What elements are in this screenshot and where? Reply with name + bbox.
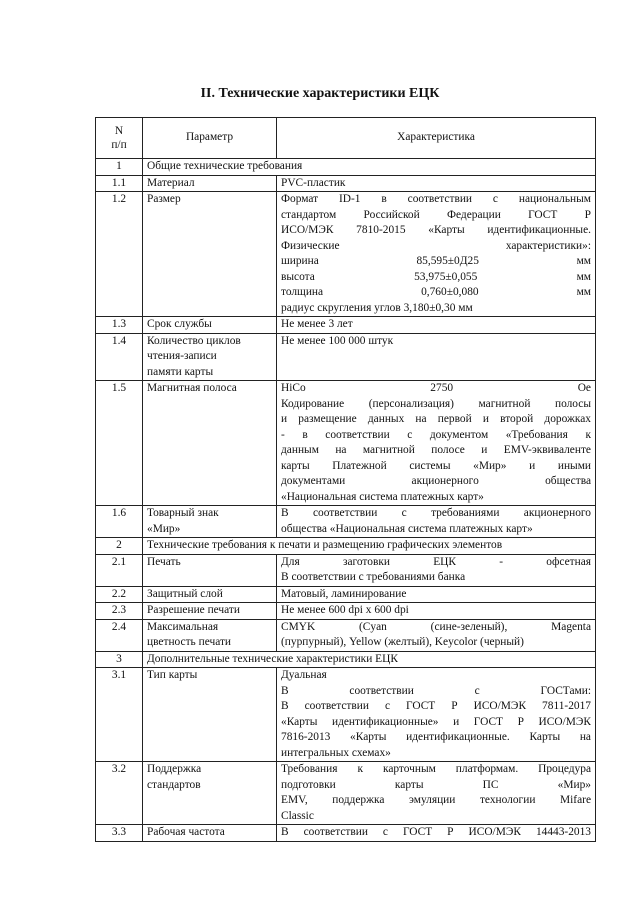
- table-body: [96, 159, 596, 842]
- table-row: [96, 175, 596, 192]
- table-header-row: [96, 118, 596, 159]
- row-number: 1.3: [96, 317, 143, 334]
- characteristic-line: ширина 85,595±0Д25 мм: [281, 255, 591, 267]
- parameter-line: Поддержка: [147, 763, 202, 775]
- parameter-cell: [143, 668, 277, 762]
- table-row: [96, 825, 596, 842]
- parameter-line: Товарный знак: [147, 507, 219, 519]
- characteristic-line: данным на магнитной полосе и EMV-эквиваленте: [281, 444, 591, 456]
- characteristic-line: Матовый, ламинирование: [281, 587, 407, 600]
- parameter-cell: [143, 506, 277, 538]
- characteristic-cell: [277, 762, 596, 825]
- characteristic-cell: [277, 317, 596, 334]
- parameter-line: цветность печати: [147, 636, 232, 648]
- row-number: 2.1: [96, 554, 143, 586]
- characteristic-cell: [277, 381, 596, 506]
- characteristic-line: (пурпурный), Yellow (желтый), Keycolor (черный): [281, 636, 524, 648]
- characteristic-line: - в соответствии с документом «Требования к: [281, 428, 591, 441]
- parameter-line: Срок службы: [147, 318, 212, 330]
- table-row: [96, 668, 596, 762]
- section-row: [96, 651, 596, 668]
- characteristic-line: 7816-2013 «Карты идентификационные. Карты на: [281, 731, 591, 743]
- table-row: [96, 554, 596, 586]
- characteristic-line: Формат ID-1 в соответствии с национальным: [281, 193, 591, 205]
- characteristic-line: В соответствии с ГОСТ Р ИСО/МЭК 14443-2013: [281, 826, 591, 838]
- section-title: Технические требования к печати и размещению графических элементов: [143, 538, 596, 555]
- section-title: Общие технические требования: [143, 159, 596, 176]
- row-number: 2.2: [96, 586, 143, 603]
- characteristic-line: Не менее 600 dpi x 600 dpi: [281, 604, 409, 616]
- parameter-cell: [143, 175, 277, 192]
- parameter-line: Тип карты: [147, 669, 198, 681]
- row-number: 2.3: [96, 603, 143, 620]
- parameter-line: Максимальная: [147, 620, 219, 633]
- characteristic-line: CMYK (Cyan (сине-зеленый), Magenta: [281, 620, 591, 633]
- row-number: 3: [96, 651, 143, 668]
- table-row: [96, 762, 596, 825]
- characteristic-line: карты Платежной системы «Мир» и иными: [281, 459, 591, 472]
- characteristic-line: радиус скругления углов 3,180±0,30 мм: [281, 301, 473, 314]
- parameter-line: Рабочая частота: [147, 826, 225, 838]
- parameter-cell: [143, 619, 277, 651]
- characteristic-line: высота 53,975±0,055 мм: [281, 270, 591, 283]
- header-number-line: п/п: [111, 139, 127, 151]
- characteristic-cell: [277, 175, 596, 192]
- characteristic-line: Кодирование (персонализация) магнитной полосы: [281, 397, 591, 410]
- characteristic-cell: [277, 825, 596, 842]
- parameter-line: стандартов: [147, 778, 201, 791]
- characteristic-cell: [277, 603, 596, 620]
- row-number: 1.5: [96, 381, 143, 506]
- parameter-line: Размер: [147, 193, 181, 205]
- table-row: [96, 317, 596, 334]
- section-row: [96, 159, 596, 176]
- characteristic-line: Classic: [281, 809, 314, 822]
- row-number: 1.6: [96, 506, 143, 538]
- parameter-cell: [143, 333, 277, 381]
- characteristic-line: В соответствии с ГОСТами:: [281, 684, 591, 697]
- parameter-cell: [143, 762, 277, 825]
- parameter-line: памяти карты: [147, 365, 214, 378]
- header-parameter: Параметр: [143, 118, 277, 159]
- row-number: 1: [96, 159, 143, 176]
- characteristic-line: ИСО/МЭК 7810-2015 «Карты идентификационные.: [281, 224, 591, 236]
- characteristic-line: В соответствии с ГОСТ Р ИСО/МЭК 7811-2017: [281, 700, 591, 712]
- characteristic-line: и размещение данных на первой и второй дорожках: [281, 413, 591, 425]
- parameter-cell: [143, 825, 277, 842]
- characteristic-line: В соответствии с требованиями банка: [281, 571, 466, 583]
- table-row: [96, 619, 596, 651]
- specs-table: [95, 117, 596, 842]
- parameter-line: Магнитная полоса: [147, 382, 237, 394]
- header-number: [96, 118, 143, 159]
- characteristic-cell: [277, 554, 596, 586]
- characteristic-line: Физические характеристики»:: [281, 239, 591, 252]
- parameter-cell: [143, 317, 277, 334]
- row-number: 1.2: [96, 192, 143, 317]
- characteristic-line: подготовки карты ПС «Мир»: [281, 778, 591, 791]
- characteristic-line: документами акционерного общества: [281, 475, 591, 487]
- parameter-line: Разрешение печати: [147, 604, 240, 616]
- table-row: [96, 333, 596, 381]
- parameter-line: чтения-записи: [147, 350, 217, 362]
- table-row: [96, 603, 596, 620]
- parameter-line: Количество циклов: [147, 334, 241, 347]
- characteristic-line: EMV, поддержка эмуляции технологии Mifare: [281, 794, 591, 806]
- table-row: [96, 586, 596, 603]
- parameter-cell: [143, 192, 277, 317]
- characteristic-line: толщина 0,760±0,080 мм: [281, 286, 591, 298]
- characteristic-line: «Национальная система платежных карт»: [281, 490, 484, 503]
- parameter-line: Материал: [147, 176, 195, 189]
- characteristic-cell: [277, 192, 596, 317]
- table-row: [96, 506, 596, 538]
- characteristic-line: «Карты идентификационные» и ГОСТ Р ИСО/МЭК: [281, 715, 591, 728]
- characteristic-line: стандартом Российской Федерации ГОСТ Р: [281, 208, 591, 221]
- section-title: Дополнительные технические характеристики ЕЦК: [143, 651, 596, 668]
- parameter-cell: [143, 554, 277, 586]
- row-number: 2: [96, 538, 143, 555]
- characteristic-line: интегральных схемах»: [281, 746, 391, 759]
- characteristic-line: В соответствии с требованиями акционерного: [281, 507, 591, 519]
- parameter-cell: [143, 586, 277, 603]
- characteristic-line: Требования к карточным платформам. Процедура: [281, 763, 591, 775]
- header-characteristic: Характеристика: [277, 118, 596, 159]
- parameter-line: Защитный слой: [147, 587, 223, 600]
- table-row: [96, 381, 596, 506]
- characteristic-line: Не менее 3 лет: [281, 318, 353, 330]
- characteristic-line: HiCo 2750 Ое: [281, 382, 591, 394]
- characteristic-line: Не менее 100 000 штук: [281, 334, 394, 347]
- characteristic-line: Для заготовки ЕЦК - офсетная: [281, 555, 591, 568]
- row-number: 3.1: [96, 668, 143, 762]
- row-number: 1.1: [96, 175, 143, 192]
- parameter-line: «Мир»: [147, 522, 181, 535]
- characteristic-cell: [277, 619, 596, 651]
- parameter-line: Печать: [147, 555, 181, 568]
- parameter-cell: [143, 381, 277, 506]
- row-number: 3.3: [96, 825, 143, 842]
- section-row: [96, 538, 596, 555]
- characteristic-line: Дуальная: [281, 669, 327, 681]
- characteristic-cell: [277, 506, 596, 538]
- table-row: [96, 192, 596, 317]
- page-title: II. Технические характеристики ЕЦК: [200, 86, 440, 101]
- characteristic-line: PVC-пластик: [281, 176, 346, 189]
- parameter-cell: [143, 603, 277, 620]
- header-number-line: N: [114, 125, 124, 137]
- characteristic-cell: [277, 333, 596, 381]
- row-number: 2.4: [96, 619, 143, 651]
- characteristic-line: общества «Национальная система платежных карт»: [281, 522, 533, 535]
- row-number: 3.2: [96, 762, 143, 825]
- characteristic-cell: [277, 586, 596, 603]
- row-number: 1.4: [96, 333, 143, 381]
- characteristic-cell: [277, 668, 596, 762]
